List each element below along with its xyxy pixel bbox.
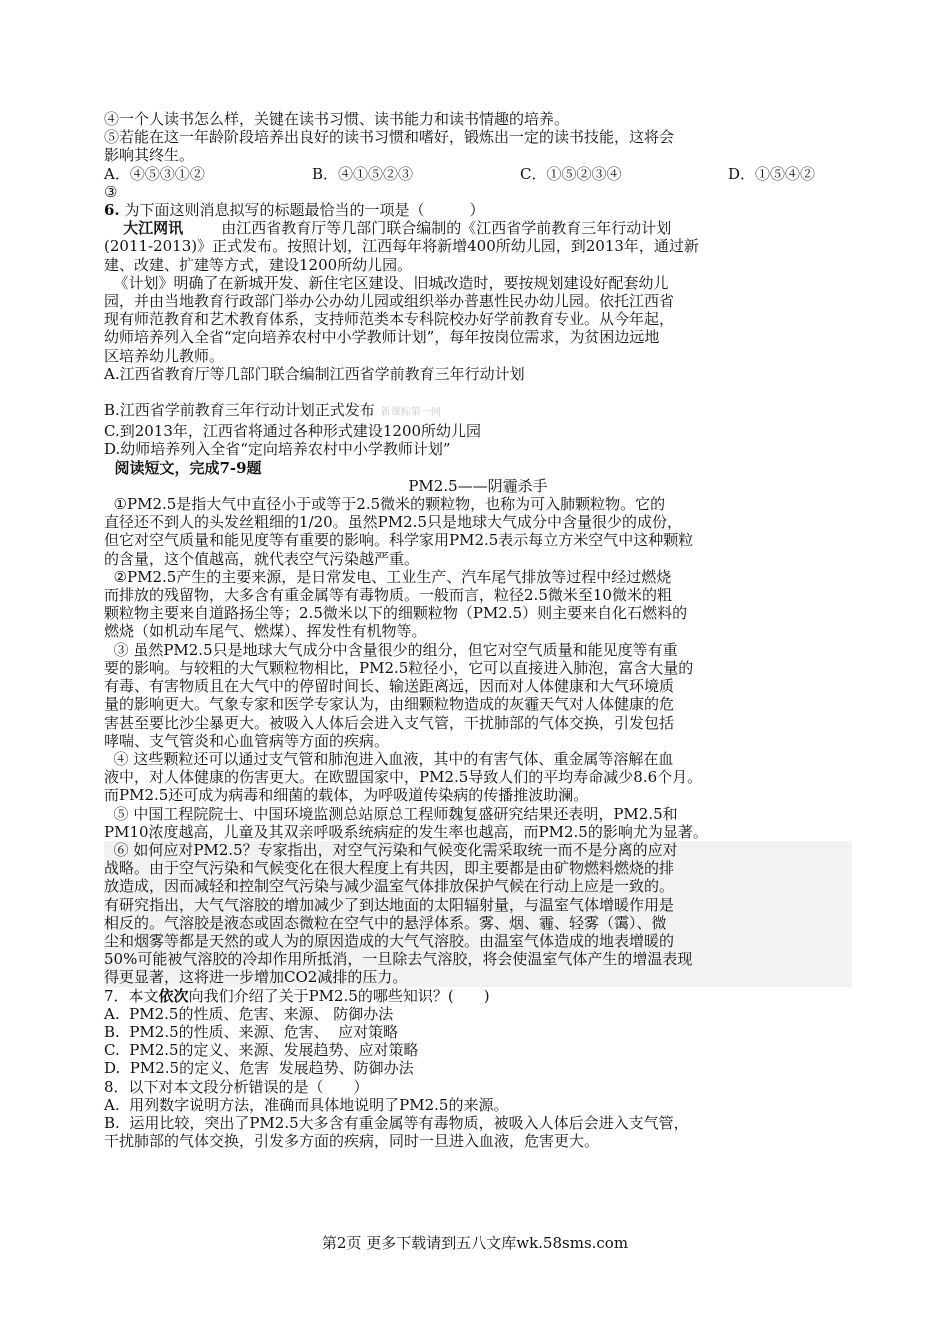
para-6-line xyxy=(104,841,852,859)
para-6-line: 得更显著，这将进一步增加CO2减排的压力。 xyxy=(104,968,408,987)
q8-stem: 8．以下对本文段分析错误的是（ ） xyxy=(104,1077,369,1096)
sentence-4: ④一个人读书怎么样，关键在读书习惯、读书能力和读书情趣的培养。 xyxy=(104,110,570,128)
para-4-line: 而PM2.5还可成为病毒和细菌的载体，为呼吸道传染病的传播推波助澜。 xyxy=(104,786,589,805)
q5-options xyxy=(104,165,852,183)
para-2-line xyxy=(104,568,852,586)
para-6-line: 战略。由于空气污染和气候变化在很大程度上有共因，即主要都是由矿物燃料燃烧的排 xyxy=(104,859,675,878)
para-6-line: 50%可能被气溶胶的冷却作用所抵消，一旦除去气溶胶，将会使温室气体产生的增温表现 xyxy=(104,950,693,969)
para-5-line: PM10浓度越高，儿童及其双亲呼吸系统病症的发生率也越高，而PM2.5的影响尤为显著。 xyxy=(104,822,708,841)
q6-stem xyxy=(104,201,852,219)
q6-news-line2: (2011-2013)》正式发布。按照计划，江西每年将新增400所幼儿园，到2013年，通过新 xyxy=(104,237,699,256)
q6-news-line8: 区培养幼儿教师。 xyxy=(104,346,225,365)
para-2-line: 颗粒物主要来自道路扬尘等；2.5微米以下的细颗粒物（PM2.5）则主要来自化石燃料的 xyxy=(104,604,688,623)
document-page xyxy=(104,110,852,1150)
para-6-line: 放造成，因而减轻和控制空气污染与减少温室气体排放保护气候在行动上应是一致的。 xyxy=(104,877,675,896)
sentence-5-line1: ⑤若能在这一年龄阶段培养出良好的读书习惯和嗜好，锻炼出一定的读书技能，这将会 xyxy=(104,128,675,147)
para-5-line xyxy=(104,805,852,823)
para-1-line: 直径还不到人的头发丝粗细的1/20。虽然PM2.5只是地球大气成分中含量很少的成份， xyxy=(104,513,682,532)
news-source: 大江网讯 xyxy=(123,219,184,238)
para-2-line: 燃烧（如机动车尾气、燃煤）、挥发性有机物等。 xyxy=(104,622,427,641)
para-4-line: 液中，对人体健康的伤害更大。在欧盟国家中，PM2.5导致人们的平均寿命减少8.6个月。 xyxy=(104,768,703,787)
q6-stem-text: 为下面这则消息拟写的标题最恰当的一项是（ ） xyxy=(124,201,485,220)
para-3 xyxy=(104,641,852,750)
para-2-line-text: ②PM2.5产生的主要来源，是日常发电、工业生产、汽车尾气排放等过程中经过燃烧 xyxy=(113,567,672,586)
q6-news-line7: 幼师培养列入全省“定向培养农村中小学教师计划”，每年按岗位需求，为贫困边远地 xyxy=(104,328,660,347)
q6-option-d: D.幼师培养列入全省“定向培养农村中小学教师计划” xyxy=(104,440,451,459)
q7-stem-post: 向我们介绍了关于PM2.5的哪些知识？( ) xyxy=(188,986,490,1005)
para-4-line xyxy=(104,750,852,768)
q5-option-d-wrap: ③ xyxy=(104,182,118,201)
para-3-line: 有毒、有害物质且在大气中的停留时间长、输送距离远，因而对人体健康和大气环境质 xyxy=(104,677,675,696)
q7-stem xyxy=(104,987,852,1005)
q5-option-d: D．①⑤④② xyxy=(728,164,816,183)
news-p2a: 《计划》明确了在新城开发、新住宅区建设、旧城改造时，要按规划建设好配套幼儿 xyxy=(113,273,669,292)
q5-option-a: A．④⑤③①② xyxy=(104,164,205,183)
q7-option-c: C. PM2.5的定义、来源、发展趋势、应对策略 xyxy=(104,1041,419,1060)
q7-stem-pre: 7．本文 xyxy=(104,986,159,1005)
q8-option-b-line2: 干扰肺部的气体交换，引发多方面的疾病，同时一旦进入血液，危害更大。 xyxy=(104,1132,600,1151)
page-footer: 第2页 更多下载请到五八文库wk.58sms.com xyxy=(321,1234,629,1252)
para-3-line xyxy=(104,641,852,659)
para-5-line-text: ⑤ 中国工程院院士、中国环境监测总站原总工程师魏复盛研究结果还表明，PM2.5和 xyxy=(113,804,678,823)
news-p1a: 由江西省教育厅等几部门联合编制的《江西省学前教育三年行动计划 xyxy=(221,219,672,238)
para-3-line: 害甚至要比沙尘暴更大。被吸入人体后会进入支气管，干扰肺部的气体交换，引发包括 xyxy=(104,713,675,732)
para-3-line-text: ③ 虽然PM2.5只是地球大气成分中含量很少的组分，但它对空气质量和能见度等有重 xyxy=(113,640,678,659)
q6-news-line3: 建、改建、扩建等方式，建设1200所幼儿园。 xyxy=(104,255,413,274)
q8-option-a: A. 用列数字说明方法，准确而具体地说明了PM2.5的来源。 xyxy=(104,1095,509,1114)
article-title: PM2.5——阴霾杀手 xyxy=(408,476,548,495)
sentence-5-line2: 影响其终生。 xyxy=(104,146,195,165)
reading-heading xyxy=(104,459,852,477)
para-1-line-text: ①PM2.5是指大气中直径小于或等于2.5微米的颗粒物，也称为可入肺颗粒物。它的 xyxy=(113,495,666,514)
q7-option-d: D. PM2.5的定义、危害 发展趋势、防御办法 xyxy=(104,1059,414,1078)
spacer xyxy=(104,383,852,401)
q6-news-line4 xyxy=(104,274,852,292)
watermark-text: 新课标第一网 xyxy=(380,407,441,419)
para-4-line-text: ④ 这些颗粒还可以通过支气管和肺泡进入血液，其中的有害气体、重金属等溶解在血 xyxy=(113,749,674,768)
q7-option-b: B. PM2.5的性质、来源、危害、 应对策略 xyxy=(104,1022,399,1041)
para-6 xyxy=(104,841,852,987)
q6-news-line6: 现有师范教育和艺术教育体系，支持师范类本专科院校办好学前教育专业。从今年起， xyxy=(104,310,675,329)
para-4 xyxy=(104,750,852,805)
q5-option-c: C．①⑤②③④ xyxy=(520,164,622,183)
para-3-line: 量的影响更大。气象专家和医学专家认为，由细颗粒物造成的灰霾天气对人体健康的危 xyxy=(104,695,675,714)
q6-option-c: C.到2013年，江西省将通过各种形式建设1200所幼儿园 xyxy=(104,422,482,441)
para-6-line: 尘和烟雾等都是天然的或人为的原因造成的大气气溶胶。由温室气体造成的地表增暖的 xyxy=(104,931,675,950)
q7-stem-emphasis: 依次 xyxy=(158,986,189,1005)
para-6-line: 有研究指出，大气气溶胶的增加减少了到达地面的太阳辐射量，与温室气体增暖作用是 xyxy=(104,895,675,914)
q8-option-b-line1: B. 运用比较，突出了PM2.5大多含有重金属等有毒物质，被吸入人体后会进入支气管， xyxy=(104,1113,689,1132)
para-6-line: 相反的。气溶胶是液态或固态微粒在空气中的悬浮体系。雾、烟、霾、轻雾（霭）、微 xyxy=(104,913,667,932)
q6-number: 6. xyxy=(104,201,120,220)
para-2 xyxy=(104,568,852,641)
para-6-line-text: ⑥ 如何应对PM2.5？专家指出，对空气污染和气候变化需采取统一而不是分离的应对 xyxy=(113,840,678,859)
para-1-line: 的含量，这个值越高，就代表空气污染越严重。 xyxy=(104,549,420,568)
q6-news-line1 xyxy=(104,219,852,237)
q7-option-a: A. PM2.5的性质、危害、来源、 防御办法 xyxy=(104,1004,394,1023)
q6-news-line5: 园，并由当地教育行政部门举办公办幼儿园或组织举办普惠性民办幼儿园。依托江西省 xyxy=(104,292,675,311)
para-1 xyxy=(104,495,852,568)
para-3-line: 哮喘、支气管炎和心血管病等方面的疾病。 xyxy=(104,731,390,750)
para-2-line: 而排放的残留物，大多含有重金属等有毒物质。一般而言，粒径2.5微米至10微米的粗 xyxy=(104,586,672,605)
q6-option-a: A.江西省教育厅等几部门联合编制江西省学前教育三年行动计划 xyxy=(104,364,525,383)
para-5 xyxy=(104,805,852,841)
para-3-line: 要的影响。与较粗的大气颗粒物相比，PM2.5粒径小，它可以直接进入肺泡，富含大量的 xyxy=(104,658,694,677)
q5-option-b: B．④①⑤②③ xyxy=(312,164,414,183)
q6-option-b: B.江西省学前教育三年行动计划正式发布 xyxy=(104,401,375,420)
para-1-line xyxy=(104,495,852,513)
reading-heading-text: 阅读短文，完成7-9题 xyxy=(114,458,262,477)
q6-option-b-row xyxy=(104,401,852,422)
para-1-line: 但它对空气质量和能见度等有重要的影响。科学家用PM2.5表示每立方米空气中这种颗粒 xyxy=(104,531,694,550)
